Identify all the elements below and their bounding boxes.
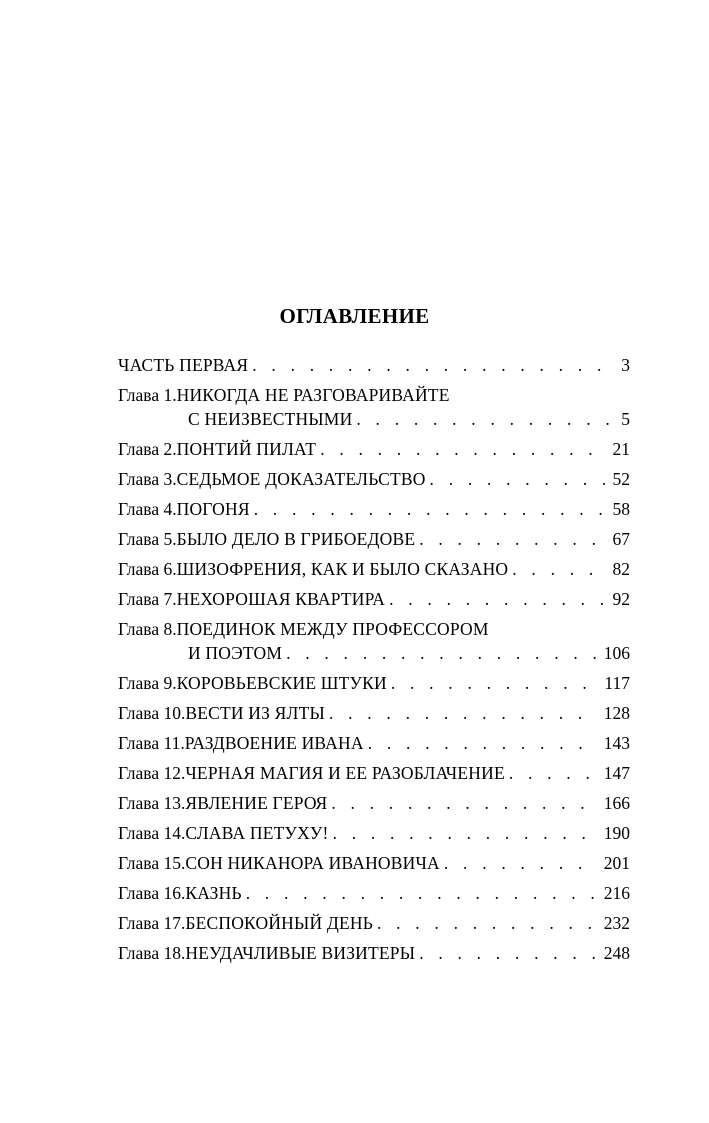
chapter-number: Глава 17. [118, 913, 186, 933]
page-number: 216 [603, 883, 630, 903]
chapter-title: СЛАВА ПЕТУХУ! [185, 823, 329, 843]
page-number: 117 [604, 673, 630, 693]
chapter-title: НЕУДАЧЛИВЫЕ ВИЗИТЕРЫ [185, 943, 416, 963]
toc-entry[interactable] [118, 791, 630, 815]
chapter-number: Глава 6. [118, 559, 177, 579]
chapter-number: Глава 2. [118, 439, 177, 459]
toc-entry-line [118, 671, 630, 695]
chapter-number: Глава 18. [118, 943, 186, 963]
chapter-title: ЧЕРНАЯ МАГИЯ И ЕЕ РАЗОБЛАЧЕНИЕ [185, 763, 505, 783]
toc-entry[interactable] [118, 497, 630, 521]
chapter-number: Глава 1. [118, 385, 177, 405]
dot-leader [329, 821, 598, 845]
page-number: 52 [612, 469, 630, 489]
dot-leader [385, 587, 606, 611]
chapter-number: Глава 12. [118, 763, 186, 783]
page-number: 190 [603, 823, 630, 843]
page-number: 128 [603, 703, 630, 723]
toc-entry-line [118, 527, 630, 551]
toc-entry[interactable] [118, 557, 630, 581]
toc-entry-line [118, 701, 630, 725]
toc-entry-line [118, 821, 630, 845]
toc-entry-line [118, 911, 630, 935]
toc-entry-line [118, 467, 630, 491]
toc-entry[interactable] [118, 821, 630, 845]
page-number: 166 [603, 793, 630, 813]
dot-leader [373, 911, 598, 935]
dot-leader [505, 761, 598, 785]
chapter-title: ПОНТИЙ ПИЛАТ [176, 439, 317, 459]
toc-entry[interactable] [118, 467, 630, 491]
chapter-title: СОН НИКАНОРА ИВАНОВИЧА [185, 853, 440, 873]
toc-entry[interactable] [118, 587, 630, 611]
chapter-title: ЧАСТЬ ПЕРВАЯ [118, 355, 249, 375]
page-number: 21 [612, 439, 630, 459]
page-number: 248 [603, 943, 630, 963]
toc-entry[interactable] [118, 437, 630, 461]
chapter-number: Глава 16. [118, 883, 186, 903]
dot-leader [364, 731, 598, 755]
toc-heading: ОГЛАВЛЕНИЕ [279, 304, 430, 328]
chapter-number: Глава 14. [118, 823, 186, 843]
table-of-contents [118, 353, 630, 971]
toc-entry-line [118, 731, 630, 755]
toc-entry[interactable] [118, 671, 630, 695]
chapter-number: Глава 7. [118, 589, 177, 609]
page-number: 92 [612, 589, 630, 609]
page-number: 232 [603, 913, 630, 933]
chapter-title: СЕДЬМОЕ ДОКАЗАТЕЛЬСТВО [176, 469, 426, 489]
dot-leader [352, 407, 615, 431]
chapter-title: И ПОЭТОМ [188, 643, 283, 663]
dot-leader [415, 941, 598, 965]
chapter-title: ВЕСТИ ИЗ ЯЛТЫ [185, 703, 325, 723]
toc-entry-line [118, 497, 630, 521]
dot-leader [426, 467, 607, 491]
toc-entry[interactable] [118, 941, 630, 965]
chapter-title: КАЗНЬ [185, 883, 242, 903]
chapter-title: РАЗДВОЕНИЕ ИВАНА [184, 733, 364, 753]
toc-entry[interactable] [118, 851, 630, 875]
chapter-number: Глава 15. [118, 853, 186, 873]
dot-leader [248, 353, 615, 377]
toc-entry[interactable] [118, 881, 630, 905]
toc-entry-line [118, 881, 630, 905]
page-number: 67 [612, 529, 630, 549]
chapter-title: ПОГОНЯ [176, 499, 250, 519]
page-number: 58 [612, 499, 630, 519]
chapter-title: НИКОГДА НЕ РАЗГОВАРИВАЙТЕ [176, 385, 450, 405]
toc-entry-line [118, 437, 630, 461]
page-number: 143 [603, 733, 630, 753]
dot-leader [327, 791, 597, 815]
chapter-title: КОРОВЬЕВСКИЕ ШТУКИ [176, 673, 387, 693]
toc-entry-line [118, 587, 630, 611]
chapter-title: БЕСПОКОЙНЫЙ ДЕНЬ [185, 913, 373, 933]
toc-entry-line [118, 407, 630, 431]
toc-entry-line [118, 557, 630, 581]
dot-leader [242, 881, 598, 905]
toc-entry[interactable] [118, 701, 630, 725]
toc-entry-line [118, 761, 630, 785]
page-number: 5 [621, 409, 630, 429]
page-number: 106 [603, 643, 630, 663]
toc-entry[interactable] [118, 527, 630, 551]
dot-leader [316, 437, 606, 461]
chapter-title: ЯВЛЕНИЕ ГЕРОЯ [185, 793, 328, 813]
dot-leader [508, 557, 606, 581]
dot-leader [250, 497, 607, 521]
toc-entry-line [118, 383, 630, 407]
toc-entry-line [118, 641, 630, 665]
toc-entry[interactable] [118, 731, 630, 755]
chapter-title: С НЕИЗВЕСТНЫМИ [188, 409, 353, 429]
page-number: 82 [612, 559, 630, 579]
dot-leader [282, 641, 598, 665]
chapter-number: Глава 10. [118, 703, 186, 723]
toc-entry[interactable] [118, 383, 630, 431]
dot-leader [415, 527, 606, 551]
dot-leader [440, 851, 598, 875]
page-number: 147 [603, 763, 630, 783]
toc-entry[interactable] [118, 617, 630, 665]
chapter-title: НЕХОРОШАЯ КВАРТИРА [176, 589, 386, 609]
dot-leader [387, 671, 599, 695]
chapter-number: Глава 4. [118, 499, 177, 519]
chapter-number: Глава 11. [118, 733, 185, 753]
chapter-title: БЫЛО ДЕЛО В ГРИБОЕДОВЕ [176, 529, 416, 549]
chapter-number: Глава 9. [118, 673, 177, 693]
chapter-title: ПОЕДИНОК МЕЖДУ ПРОФЕССОРОМ [176, 619, 489, 639]
chapter-title: ШИЗОФРЕНИЯ, КАК И БЫЛО СКАЗАНО [176, 559, 509, 579]
toc-entry-line [118, 353, 630, 377]
toc-entry-line [118, 617, 630, 641]
dot-leader [325, 701, 598, 725]
chapter-number: Глава 3. [118, 469, 177, 489]
chapter-number: Глава 5. [118, 529, 177, 549]
toc-entry[interactable] [118, 911, 630, 935]
toc-entry[interactable] [118, 353, 630, 377]
chapter-number: Глава 13. [118, 793, 186, 813]
toc-entry-line [118, 791, 630, 815]
page-number: 201 [603, 853, 630, 873]
page-number: 3 [621, 355, 630, 375]
toc-entry[interactable] [118, 761, 630, 785]
toc-entry-line [118, 941, 630, 965]
toc-entry-line [118, 851, 630, 875]
chapter-number: Глава 8. [118, 619, 177, 639]
